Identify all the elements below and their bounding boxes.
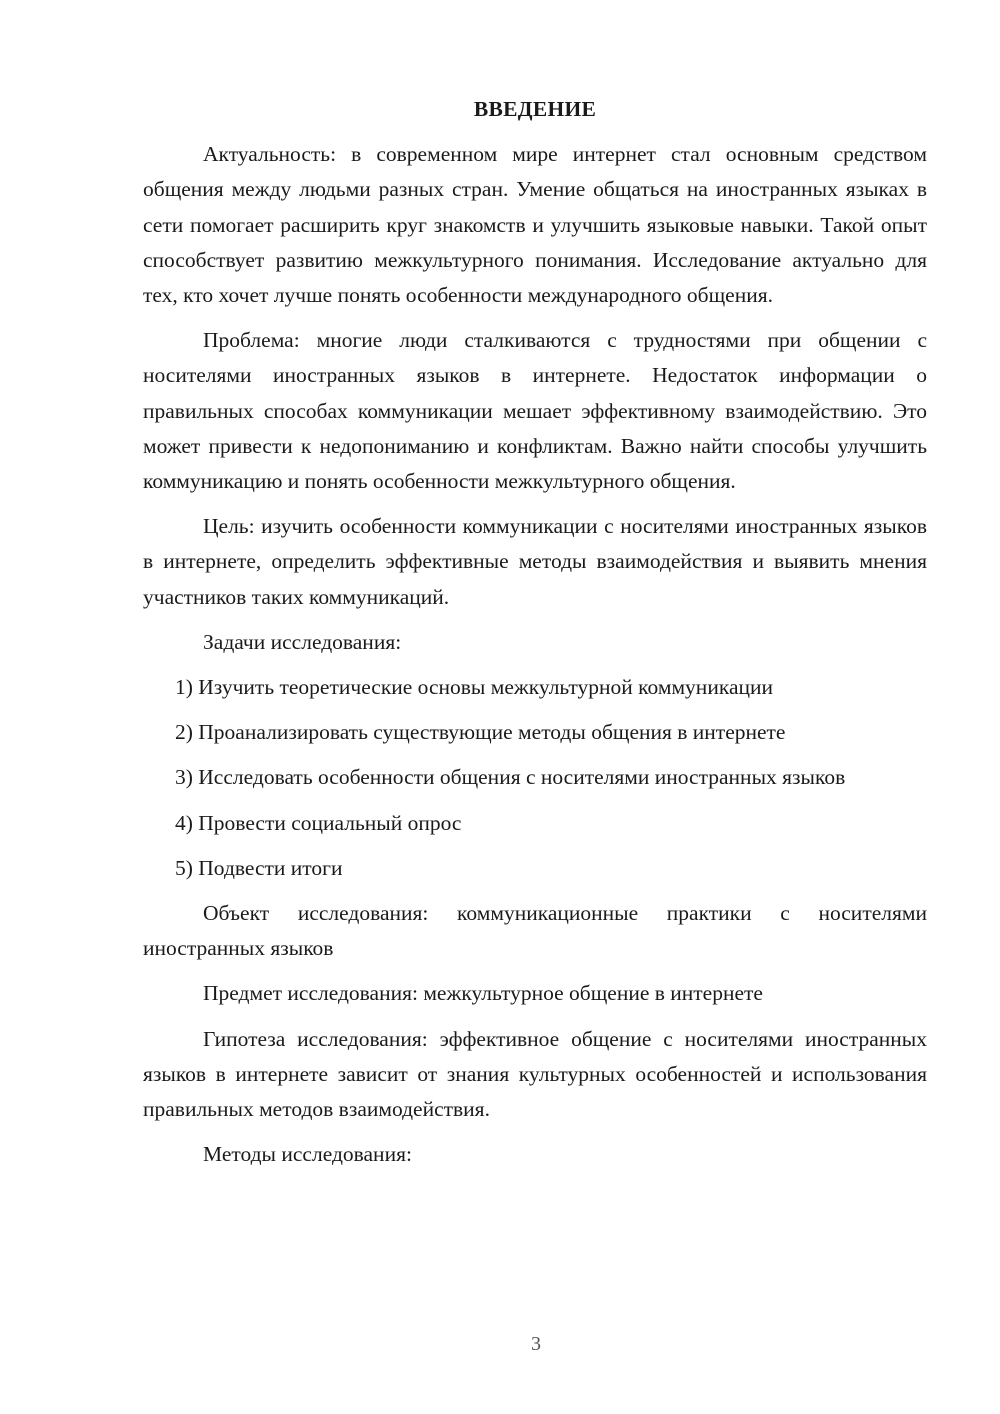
page-content [143, 92, 927, 1182]
tasks-heading: Задачи исследования: [203, 629, 402, 654]
task-item-2: 2) Проанализировать существующие методы общения в интернете [175, 720, 786, 745]
problem-paragraph: Проблема: многие люди сталкиваются с трудностями при общении с носителями иностранных языков в интернете. Недостаток информации о правильных способах коммуникации мешает эффективному взаимодействию. Это может привести к недопониманию и конфликтам. Важно найти способы улучшить коммуникацию и понять особенности межкультурного общения. [143, 328, 927, 494]
task-item-5: 5) Подвести итоги [175, 855, 343, 880]
page-title: ВВЕДЕНИЕ [473, 97, 597, 121]
task-item-1: 1) Изучить теоретические основы межкультурной коммуникации [175, 675, 774, 700]
task-item-4: 4) Провести социальный опрос [175, 810, 462, 835]
subject-paragraph: Предмет исследования: межкультурное общение в интернете [203, 981, 763, 1006]
methods-heading: Методы исследования: [203, 1142, 412, 1167]
object-paragraph: Объект исследования: коммуникационные практики с носителями иностранных языков [143, 901, 927, 961]
task-item-3: 3) Исследовать особенности общения с носителями иностранных языков [175, 765, 846, 790]
relevance-paragraph: Актуальность: в современном мире интернет стал основным средством общения между людьми разных стран. Умение общаться на иностранных языках в сети помогает расширить круг знакомств и улучшить языковые навыки. Такой опыт способствует развитию межкультурного понимания. Исследование актуально для тех, кто хочет лучше понять особенности международного общения. [143, 142, 927, 308]
page-number: 3 [531, 1333, 541, 1355]
hypothesis-paragraph: Гипотеза исследования: эффективное общение с носителями иностранных языков в интернете зависит от знания культурных особенностей и использования правильных методов взаимодействия. [143, 1026, 927, 1122]
goal-paragraph: Цель: изучить особенности коммуникации с носителями иностранных языков в интернете, определить эффективные методы взаимодействия и выявить мнения участников таких коммуникаций. [143, 514, 927, 609]
